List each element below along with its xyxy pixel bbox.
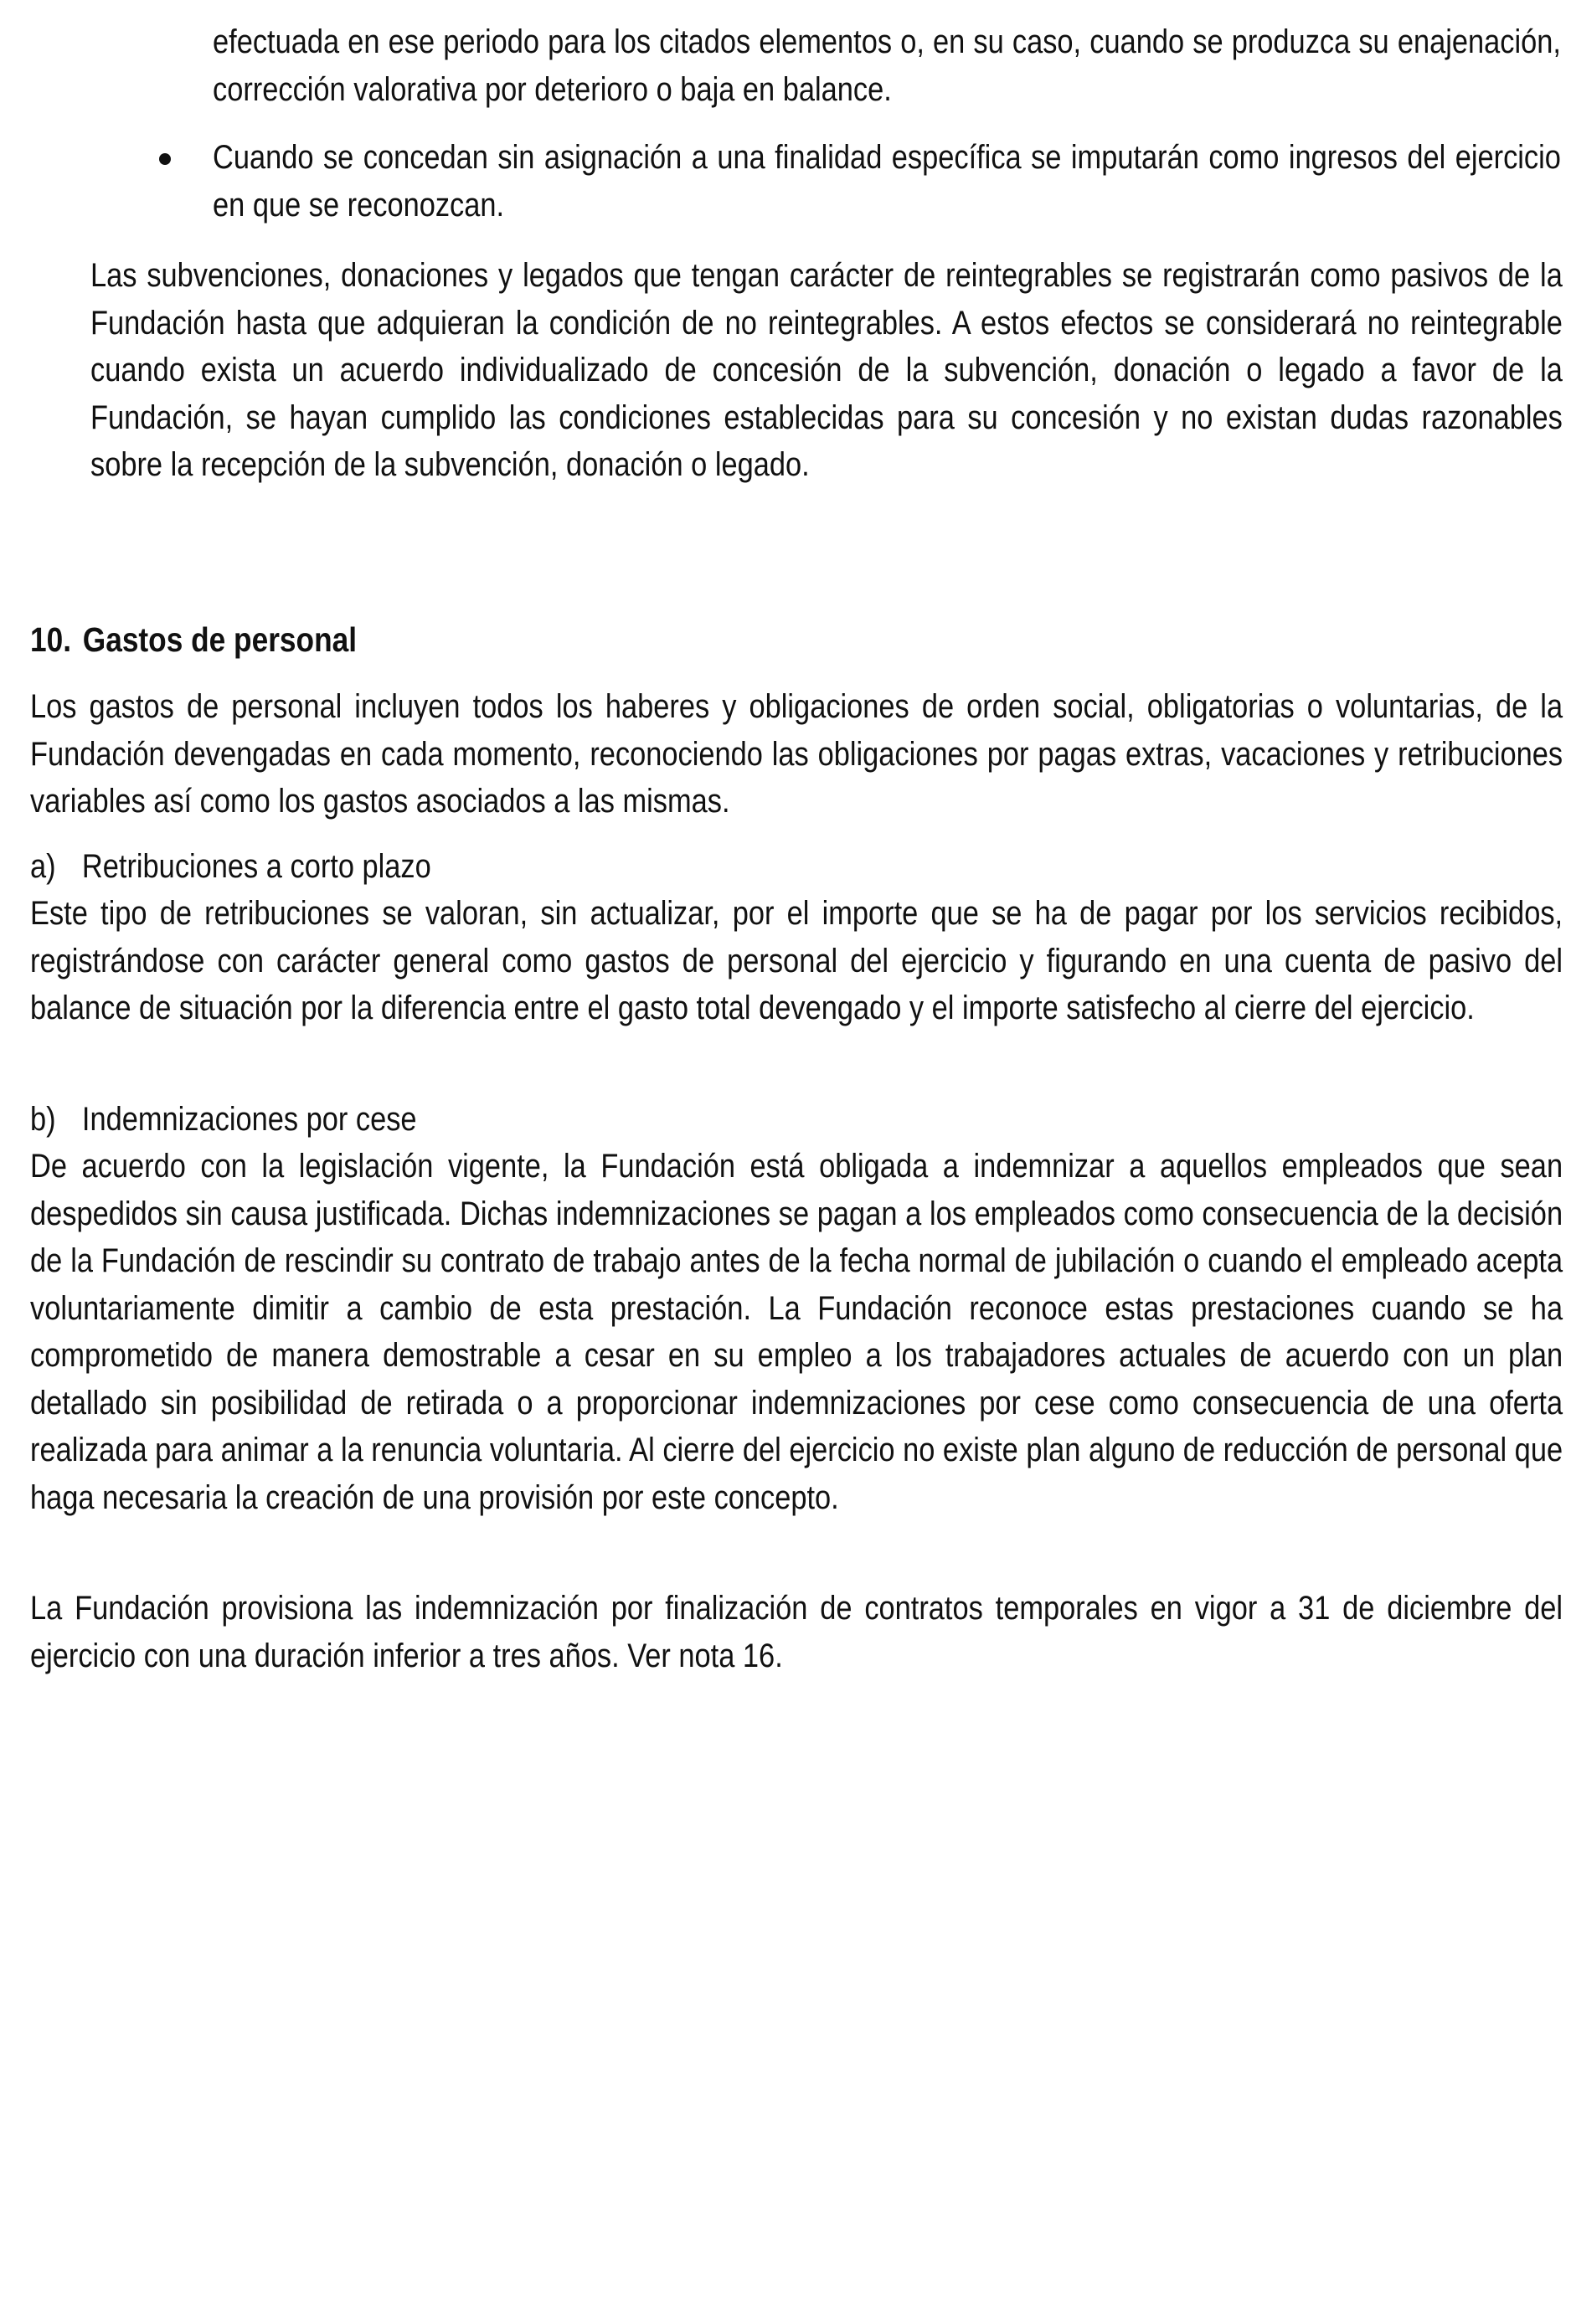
subsection-a-title: Retribuciones a corto plazo [81, 848, 431, 885]
paragraph-subsection-b [30, 1143, 1563, 1521]
subsection-b-title: Indemnizaciones por cese [81, 1101, 417, 1138]
section-title: Gastos de personal [82, 620, 358, 659]
bullet-continuation [213, 18, 1561, 113]
bullet-item-text: Cuando se concedan sin asignación a una finalidad específica se imputarán como ingresos del ejercicio en que se reconozcan. [213, 139, 1561, 224]
paragraph-reintegrables-text: Las subvenciones, donaciones y legados que tengan carácter de reintegrables se registrarán como pasivos de la Fundación hasta que adquieran la condición de no reintegrables. A estos efectos se considerará no reintegrable cuando exista un acuerdo individualizado de concesión de la subvención, donación o legado a favor de la Fundación, se hayan cumplido las condiciones establecidas para su concesión y no existan dudas razonables sobre la recepción de la subvención, donación o legado. [90, 257, 1563, 483]
bullet-continuation-text: efectuada en ese periodo para los citados elementos o, en su caso, cuando se produzca su enajenación, corrección valorativa por deterioro o baja en balance. [213, 23, 1561, 108]
section-heading [30, 616, 784, 663]
paragraph-provisiona-text: La Fundación provisiona las indemnización por finalización de contratos temporales en vigor a 31 de diciembre del ejercicio con una duración inferior a tres años. Ver nota 16. [30, 1590, 1563, 1674]
subsection-b-letter: b) [30, 1101, 56, 1138]
bullet-dot-icon [159, 153, 171, 165]
paragraph-provisiona [30, 1585, 1563, 1679]
bullet-item [213, 134, 1561, 229]
paragraph-subsection-b-text: De acuerdo con la legislación vigente, la Fundación está obligada a indemnizar a aquellos empleados que sean despedidos sin causa justificada. Dichas indemnizaciones se pagan a los empleados como consecuencia de la decisión de la Fundación de rescindir su contrato de trabajo antes de la fecha normal de jubilación o cuando el empleado acepta voluntariamente dimitir a cambio de esta prestación. La Fundación reconoce estas prestaciones cuando se ha comprometido de manera demostrable a cesar en su empleo a los trabajadores actuales de acuerdo con un plan detallado sin posibilidad de retirada o a proporcionar indemnizaciones por cese como consecuencia de una oferta realizada para animar a la renuncia voluntaria. Al cierre del ejercicio no existe plan alguno de reducción de personal que haga necesaria la creación de una provisión por este concepto. [30, 1148, 1563, 1516]
subsection-b-heading [30, 1096, 784, 1143]
paragraph-reintegrables [90, 252, 1563, 489]
paragraph-subsection-a-text: Este tipo de retribuciones se valoran, sin actualizar, por el importe que se ha de pagar por los servicios recibidos, registrándose con carácter general como gastos de personal del ejercicio y figurando en una cuenta de pasivo del balance de situación por la diferencia entre el gasto total devengado y el importe satisfecho al cierre del ejercicio. [30, 895, 1563, 1026]
paragraph-subsection-a [30, 890, 1563, 1032]
paragraph-gastos-intro-text: Los gastos de personal incluyen todos los haberes y obligaciones de orden social, obligatorias o voluntarias, de la Fundación devengadas en cada momento, reconociendo las obligaciones por pagas extras, vacaciones y retribuciones variables así como los gastos asociados a las mismas. [30, 688, 1563, 820]
subsection-a-heading [30, 843, 784, 890]
subsection-a-letter: a) [30, 848, 56, 885]
section-number: 10. [30, 620, 72, 659]
paragraph-gastos-intro [30, 683, 1563, 825]
